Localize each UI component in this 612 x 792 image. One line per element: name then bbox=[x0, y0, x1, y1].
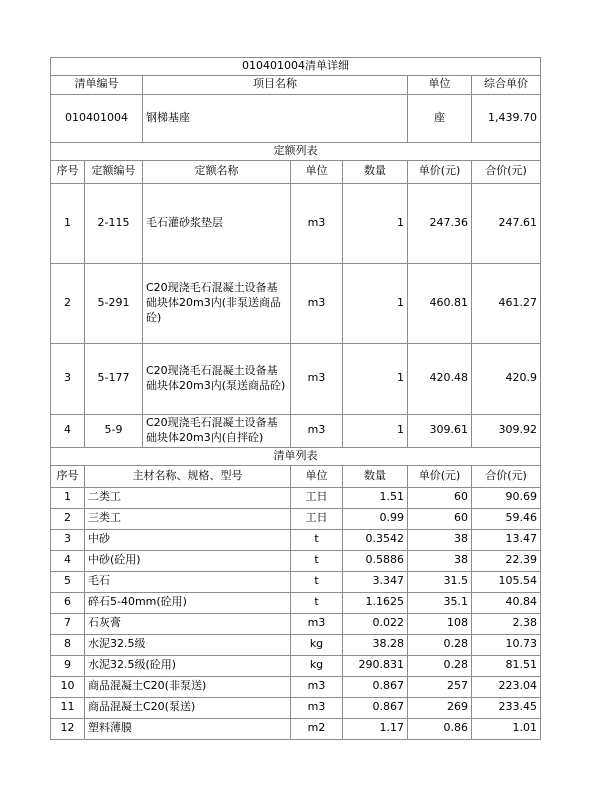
quota-row-unit: m3 bbox=[291, 343, 343, 414]
material-row-unit-price: 31.5 bbox=[408, 571, 472, 592]
quota-row-qty: 1 bbox=[343, 263, 408, 343]
material-table-row bbox=[51, 487, 541, 508]
material-row-index: 11 bbox=[51, 697, 85, 718]
quota-header-total: 合价(元) bbox=[472, 160, 541, 183]
material-row-unit: t bbox=[291, 592, 343, 613]
material-header-name: 主材名称、规格、型号 bbox=[85, 465, 291, 487]
material-header-index: 序号 bbox=[51, 465, 85, 487]
quota-row-unit-price: 460.81 bbox=[408, 263, 472, 343]
material-row-index: 9 bbox=[51, 655, 85, 676]
material-row-unit: m3 bbox=[291, 697, 343, 718]
summary-header-unit: 单位 bbox=[408, 75, 472, 94]
material-row-index: 3 bbox=[51, 529, 85, 550]
material-row-qty: 0.867 bbox=[343, 697, 408, 718]
material-row-unit-price: 0.86 bbox=[408, 718, 472, 739]
quota-row-unit: m3 bbox=[291, 414, 343, 447]
detail-table bbox=[50, 57, 541, 740]
material-table-row bbox=[51, 676, 541, 697]
quota-table-row bbox=[51, 183, 541, 263]
material-row-name: 水泥32.5级(砼用) bbox=[85, 655, 291, 676]
material-table-row bbox=[51, 529, 541, 550]
material-table-row bbox=[51, 718, 541, 739]
quota-header-unit: 单位 bbox=[291, 160, 343, 183]
quota-header-index: 序号 bbox=[51, 160, 85, 183]
material-table-row bbox=[51, 655, 541, 676]
material-table-row bbox=[51, 550, 541, 571]
material-row-unit-price: 60 bbox=[408, 508, 472, 529]
quota-row-code: 5-9 bbox=[85, 414, 143, 447]
quota-row-total: 420.9 bbox=[472, 343, 541, 414]
quota-row-index: 1 bbox=[51, 183, 85, 263]
quota-row-unit: m3 bbox=[291, 263, 343, 343]
material-row-unit: 工日 bbox=[291, 508, 343, 529]
quota-header-unit-price: 单价(元) bbox=[408, 160, 472, 183]
material-row-unit-price: 269 bbox=[408, 697, 472, 718]
material-row-total: 90.69 bbox=[472, 487, 541, 508]
material-row-unit-price: 60 bbox=[408, 487, 472, 508]
material-header-total: 合价(元) bbox=[472, 465, 541, 487]
material-header-unit: 单位 bbox=[291, 465, 343, 487]
summary-row bbox=[51, 94, 541, 142]
material-row-unit: t bbox=[291, 529, 343, 550]
material-row-qty: 38.28 bbox=[343, 634, 408, 655]
material-row-unit-price: 0.28 bbox=[408, 634, 472, 655]
material-row-total: 1.01 bbox=[472, 718, 541, 739]
material-row-unit: t bbox=[291, 571, 343, 592]
quota-row-code: 2-115 bbox=[85, 183, 143, 263]
material-row-total: 2.38 bbox=[472, 613, 541, 634]
material-row-unit: 工日 bbox=[291, 487, 343, 508]
material-table-row bbox=[51, 508, 541, 529]
material-row-name: 碎石5-40mm(砼用) bbox=[85, 592, 291, 613]
quota-row-unit-price: 247.36 bbox=[408, 183, 472, 263]
quota-row-qty: 1 bbox=[343, 183, 408, 263]
material-row-name: 塑料薄膜 bbox=[85, 718, 291, 739]
material-row-unit-price: 257 bbox=[408, 676, 472, 697]
material-row-qty: 0.3542 bbox=[343, 529, 408, 550]
material-row-qty: 1.1625 bbox=[343, 592, 408, 613]
material-row-qty: 3.347 bbox=[343, 571, 408, 592]
material-table-row bbox=[51, 634, 541, 655]
material-row-name: 水泥32.5级 bbox=[85, 634, 291, 655]
material-row-total: 233.45 bbox=[472, 697, 541, 718]
material-row-total: 81.51 bbox=[472, 655, 541, 676]
quota-row-index: 4 bbox=[51, 414, 85, 447]
material-row-index: 4 bbox=[51, 550, 85, 571]
material-table-row bbox=[51, 592, 541, 613]
material-row-unit-price: 38 bbox=[408, 529, 472, 550]
quota-row-total: 247.61 bbox=[472, 183, 541, 263]
quota-header-code: 定额编号 bbox=[85, 160, 143, 183]
material-row-total: 59.46 bbox=[472, 508, 541, 529]
material-row-total: 22.39 bbox=[472, 550, 541, 571]
material-row-name: 商品混凝土C20(泵送) bbox=[85, 697, 291, 718]
quota-table-row bbox=[51, 414, 541, 447]
material-row-index: 10 bbox=[51, 676, 85, 697]
summary-unit-value: 座 bbox=[408, 94, 472, 142]
material-row-index: 7 bbox=[51, 613, 85, 634]
material-header-qty: 数量 bbox=[343, 465, 408, 487]
sheet-title: 010401004清单详细 bbox=[51, 58, 541, 76]
material-row-qty: 0.99 bbox=[343, 508, 408, 529]
quota-row-code: 5-291 bbox=[85, 263, 143, 343]
material-row-unit-price: 38 bbox=[408, 550, 472, 571]
material-row-unit: kg bbox=[291, 655, 343, 676]
quota-row-total: 309.92 bbox=[472, 414, 541, 447]
material-row-qty: 0.5886 bbox=[343, 550, 408, 571]
material-table-row bbox=[51, 571, 541, 592]
quota-row-unit-price: 309.61 bbox=[408, 414, 472, 447]
quota-row-qty: 1 bbox=[343, 414, 408, 447]
material-row-name: 商品混凝土C20(非泵送) bbox=[85, 676, 291, 697]
summary-code-value: 010401004 bbox=[51, 94, 143, 142]
quota-row-name: C20现浇毛石混凝土设备基础块体20m3内(自拌砼) bbox=[143, 414, 291, 447]
material-row-qty: 0.022 bbox=[343, 613, 408, 634]
quota-header-row bbox=[51, 160, 541, 183]
summary-header-name: 项目名称 bbox=[143, 75, 408, 94]
material-row-index: 5 bbox=[51, 571, 85, 592]
material-row-total: 40.84 bbox=[472, 592, 541, 613]
quota-row-index: 3 bbox=[51, 343, 85, 414]
material-row-name: 三类工 bbox=[85, 508, 291, 529]
material-row-total: 223.04 bbox=[472, 676, 541, 697]
material-row-unit-price: 35.1 bbox=[408, 592, 472, 613]
material-table-row bbox=[51, 697, 541, 718]
quota-row-total: 461.27 bbox=[472, 263, 541, 343]
material-row-name: 二类工 bbox=[85, 487, 291, 508]
material-row-name: 石灰膏 bbox=[85, 613, 291, 634]
quota-row-name: 毛石灌砂浆垫层 bbox=[143, 183, 291, 263]
material-row-unit-price: 108 bbox=[408, 613, 472, 634]
material-row-total: 13.47 bbox=[472, 529, 541, 550]
material-row-index: 6 bbox=[51, 592, 85, 613]
summary-header-code: 清单编号 bbox=[51, 75, 143, 94]
summary-price-value: 1,439.70 bbox=[472, 94, 541, 142]
material-row-total: 105.54 bbox=[472, 571, 541, 592]
quota-row-name: C20现浇毛石混凝土设备基础块体20m3内(泵送商品砼) bbox=[143, 343, 291, 414]
material-row-unit: m3 bbox=[291, 676, 343, 697]
material-header-unit-price: 单价(元) bbox=[408, 465, 472, 487]
quota-header-name: 定额名称 bbox=[143, 160, 291, 183]
material-row-index: 12 bbox=[51, 718, 85, 739]
quota-table-row bbox=[51, 263, 541, 343]
material-table-row bbox=[51, 613, 541, 634]
material-row-name: 中砂 bbox=[85, 529, 291, 550]
material-row-qty: 290.831 bbox=[343, 655, 408, 676]
material-row-qty: 1.17 bbox=[343, 718, 408, 739]
quota-row-unit-price: 420.48 bbox=[408, 343, 472, 414]
material-row-index: 8 bbox=[51, 634, 85, 655]
quota-row-qty: 1 bbox=[343, 343, 408, 414]
quota-row-index: 2 bbox=[51, 263, 85, 343]
material-row-unit: kg bbox=[291, 634, 343, 655]
material-row-qty: 0.867 bbox=[343, 676, 408, 697]
material-section-title: 清单列表 bbox=[51, 447, 541, 465]
summary-name-value: 钢梯基座 bbox=[143, 94, 408, 142]
quota-header-qty: 数量 bbox=[343, 160, 408, 183]
quota-table-row bbox=[51, 343, 541, 414]
quota-section-title: 定额列表 bbox=[51, 142, 541, 160]
summary-header-price: 综合单价 bbox=[472, 75, 541, 94]
quota-row-unit: m3 bbox=[291, 183, 343, 263]
material-row-unit: m3 bbox=[291, 613, 343, 634]
material-row-unit: m2 bbox=[291, 718, 343, 739]
material-row-unit: t bbox=[291, 550, 343, 571]
material-row-total: 10.73 bbox=[472, 634, 541, 655]
quota-row-name: C20现浇毛石混凝土设备基础块体20m3内(非泵送商品砼) bbox=[143, 263, 291, 343]
material-row-index: 2 bbox=[51, 508, 85, 529]
material-row-index: 1 bbox=[51, 487, 85, 508]
material-row-unit-price: 0.28 bbox=[408, 655, 472, 676]
material-row-qty: 1.51 bbox=[343, 487, 408, 508]
material-header-row bbox=[51, 465, 541, 487]
quota-row-code: 5-177 bbox=[85, 343, 143, 414]
material-row-name: 毛石 bbox=[85, 571, 291, 592]
material-row-name: 中砂(砼用) bbox=[85, 550, 291, 571]
